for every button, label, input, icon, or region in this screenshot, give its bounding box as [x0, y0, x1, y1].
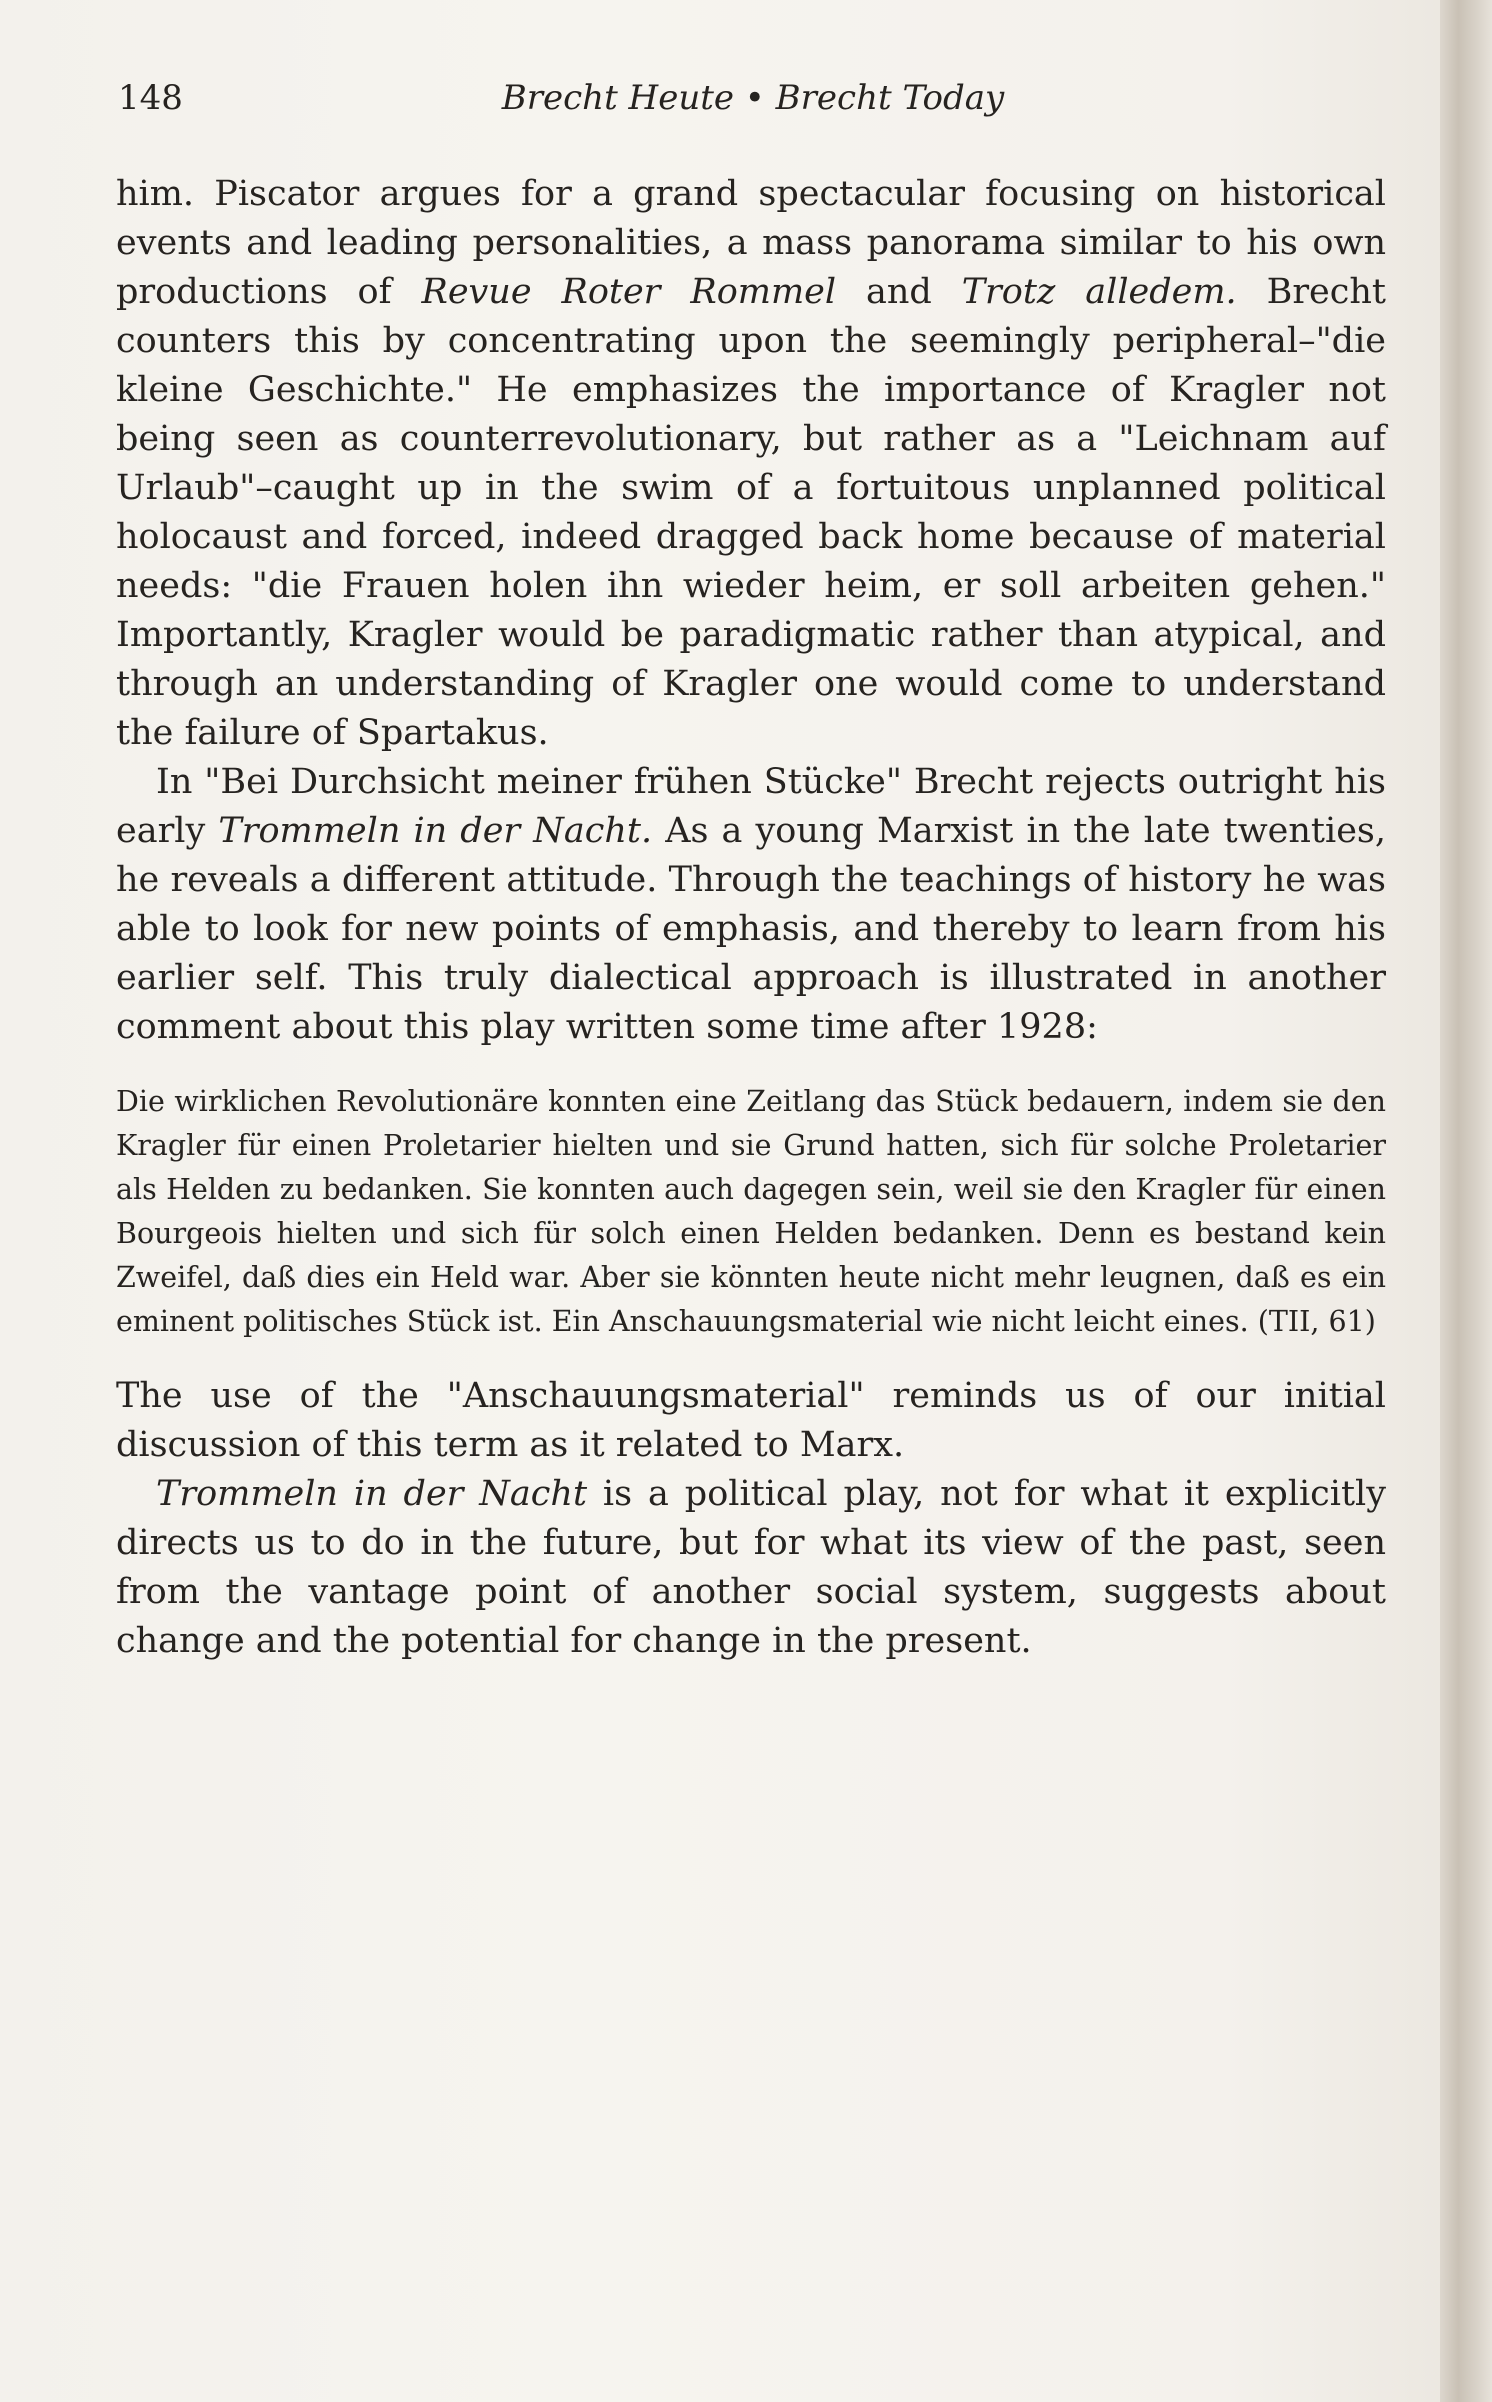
- title-trommeln-in-der-nacht: Trommeln in der Nacht: [156, 1474, 588, 1514]
- paragraph-3: The use of the "Anschauungsmaterial" reminds us of our initial discussion of this term as it related to Marx.: [116, 1376, 1386, 1465]
- running-title: Brecht Heute • Brecht Today: [501, 78, 1005, 118]
- book-gutter: [1440, 0, 1492, 2402]
- page-number: 148: [118, 78, 183, 118]
- paragraph-1: him. Piscator argues for a grand spectacular focusing on historical events and leading personalities, a mass panorama similar to his own productions of Revue Roter Rommel and Trotz alledem. Brecht counters this by concentrating upon the seemingly peripheral–"die kleine Geschichte." He emphasizes the importance of Kragler not being seen as counterrevolutionary, but rather as a "Leichnam auf Urlaub"–caught up in the swim of a fortuitous unplanned political holocaust and forced, indeed dragged back home because of material needs: "die Frauen holen ihn wieder heim, er soll arbeiten gehen." Importantly, Kragler would be paradigmatic rather than atypical, and through an understanding of Kragler one would come to understand the failure of Spartakus.: [116, 174, 1386, 753]
- title-trotz-alledem: Trotz alledem.: [961, 272, 1237, 312]
- paragraph-2: In "Bei Durchsicht meiner frühen Stücke" Brecht rejects outright his early Trommeln in der Nacht. As a young Marxist in the late twenties, he reveals a different attitude. Through the teachings of history he was able to look for new points of emphasis, and thereby to learn from his earlier self. This truly dialectical approach is illustrated in another comment about this play written some time after 1928:: [116, 762, 1386, 1047]
- title-revue-roter-rommel: Revue Roter Rommel: [421, 272, 837, 312]
- title-trommeln-in-der-nacht: Trommeln in der Nacht.: [218, 811, 653, 851]
- page-header: [118, 78, 1388, 128]
- paragraph-4: Trommeln in der Nacht is a political play, not for what it explicitly directs us to do in the future, but for what its view of the past, seen from the vantage point of another social system, suggests about change and the potential for change in the present.: [116, 1474, 1386, 1661]
- body-text: [116, 170, 1386, 1666]
- block-quote: Die wirklichen Revolutionäre konnten eine Zeitlang das Stück bedauern, indem sie den Kragler für einen Proletarier hielten und sie Grund hatten, sich für solche Proletarier als Helden zu bedanken. Sie konnten auch dagegen sein, weil sie den Kragler für einen Bourgeois hielten und sich für solch einen Helden bedanken. Denn es bestand kein Zweifel, daß dies ein Held war. Aber sie könnten heute nicht mehr leugnen, daß es ein eminent politisches Stück ist. Ein Anschauungsmaterial wie nicht leicht eines. (TII, 61): [116, 1085, 1386, 1338]
